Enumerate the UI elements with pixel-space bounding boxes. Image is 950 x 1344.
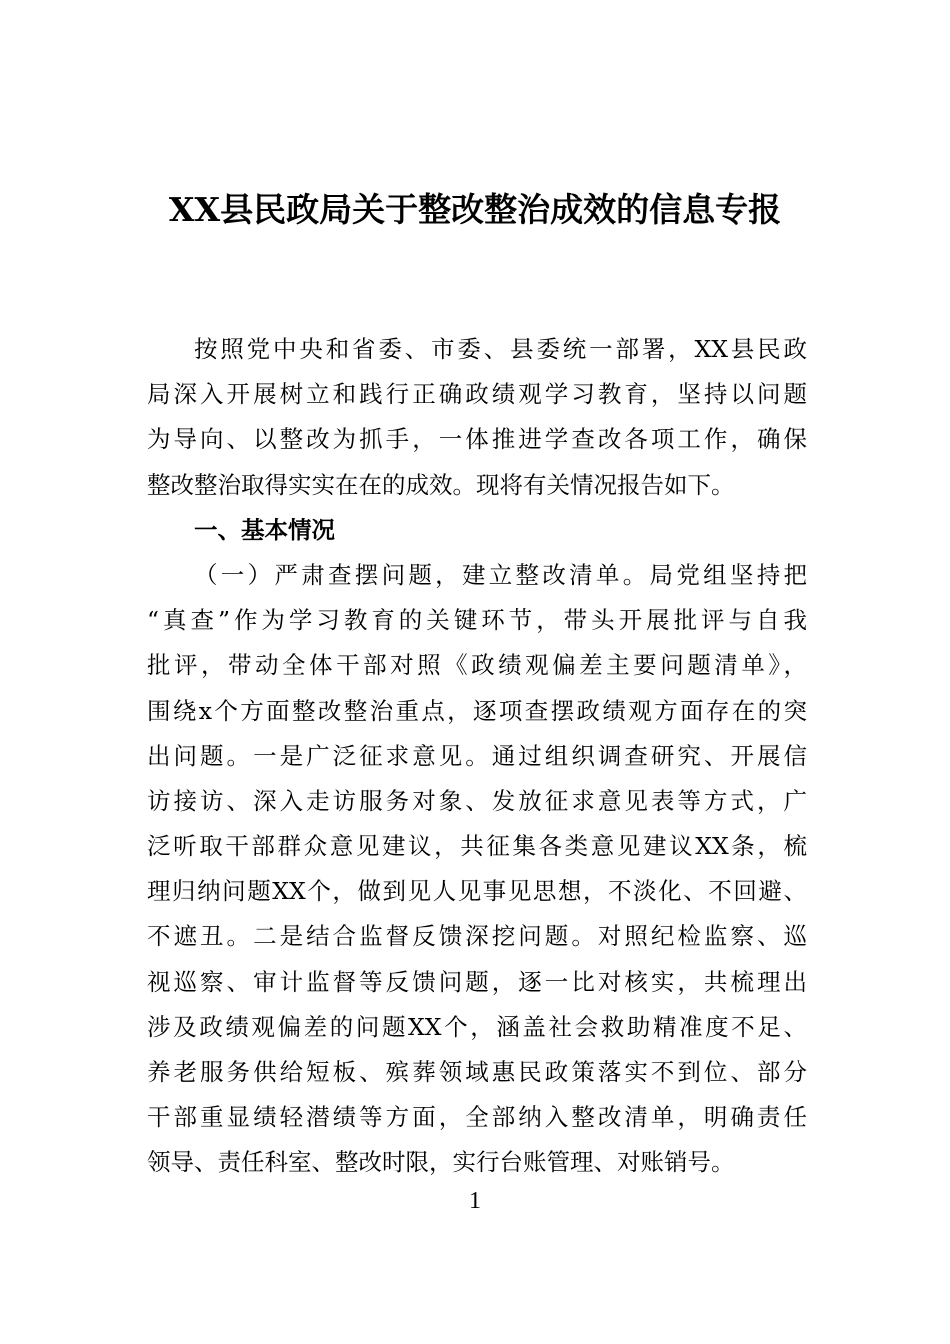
intro-line: 整改整治取得实实在在的成效。现将有关情况报告如下。 <box>147 470 735 499</box>
section1-line: 泛听取干部群众意见建议，共征集各类意见建议XX条，梳 <box>147 832 807 861</box>
page-number: 1 <box>469 1188 481 1214</box>
document-body <box>147 327 807 1186</box>
section1-line: 理归纳问题XX个，做到见人见事见思想，不淡化、不回避、 <box>147 877 807 906</box>
intro-paragraph <box>147 327 807 508</box>
intro-line: 局深入开展树立和践行正确政绩观学习教育，坚持以问题 <box>147 380 807 409</box>
section1-line: 视巡察、审计监督等反馈问题，逐一比对核实，共梳理出 <box>147 967 807 996</box>
intro-line: 为导向、以整改为抓手，一体推进学查改各项工作，确保 <box>147 425 807 454</box>
section1-line: 批评，带动全体干部对照《政绩观偏差主要问题清单》， <box>147 651 807 680</box>
section1-line: 领导、责任科室、整改时限，实行台账管理、对账销号。 <box>147 1148 735 1177</box>
section1-line: 不遮丑。二是结合监督反馈深挖问题。对照纪检监察、巡 <box>147 922 807 951</box>
section1-line: （一）严肃查摆问题，建立整改清单。局党组坚持把 <box>194 560 807 589</box>
section1-paragraph <box>147 553 807 1186</box>
section1-line: “真查”作为学习教育的关键环节，带头开展批评与自我 <box>147 606 807 635</box>
document-title: XX县民政局关于整改整治成效的信息专报 <box>168 190 782 229</box>
section1-line: 养老服务供给短板、殡葬领域惠民政策落实不到位、部分 <box>147 1058 807 1086</box>
section1-line: 访接访、深入走访服务对象、发放征求意见表等方式，广 <box>147 786 807 815</box>
section-heading: 一、基本情况 <box>194 515 335 544</box>
section1-line: 围绕x个方面整改整治重点，逐项查摆政绩观方面存在的突 <box>147 696 807 725</box>
section1-line: 涉及政绩观偏差的问题XX个，涵盖社会救助精准度不足、 <box>147 1012 807 1041</box>
section1-line: 出问题。一是广泛征求意见。通过组织调查研究、开展信 <box>147 741 807 770</box>
intro-line: 按照党中央和省委、市委、县委统一部署，XX县民政 <box>194 335 807 363</box>
section1-line: 干部重显绩轻潜绩等方面，全部纳入整改清单，明确责任 <box>147 1103 807 1132</box>
